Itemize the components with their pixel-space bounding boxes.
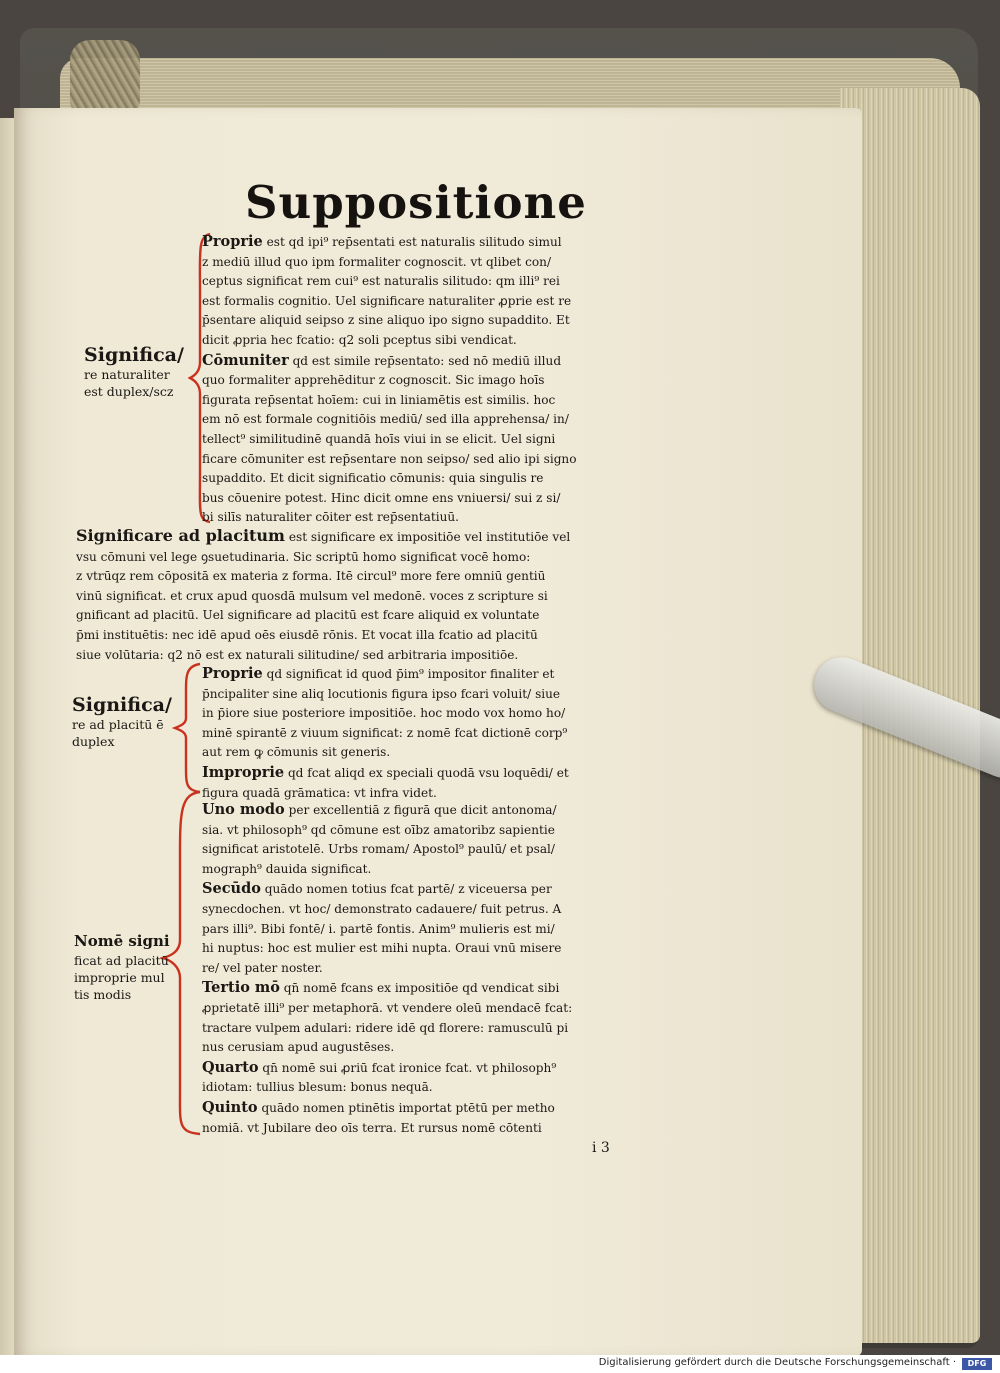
text-line: p̄mi instituētis: nec idē apud oēs eiusdē rōnis. Et vocat illa fcatio ad placitū — [76, 627, 538, 642]
text-line — [202, 978, 680, 999]
text-line — [202, 800, 680, 821]
paragraph-lead: Quarto — [202, 1058, 259, 1076]
text-line — [202, 879, 680, 900]
text-line — [202, 1058, 680, 1079]
text-line: pars illi⁹. Bibi fontē/ i. partē fontis. Anim⁹ mulieris est mi/ — [202, 921, 555, 936]
margin-note-2 — [72, 694, 184, 750]
paragraph-lead: Proprie — [202, 233, 263, 250]
paragraph-lead: Cōmuniter — [202, 351, 289, 369]
text-run: per excellentiā z figurā que dicit antonoma/ — [284, 803, 557, 817]
margin-note-3-line-3: improprie mul — [74, 970, 165, 985]
text-run: est significare ex impositiōe vel institutiōe vel — [284, 530, 571, 544]
text-line: hi nuptus: hoc est mulier est mihi nupta. Oraui vnū misere — [202, 941, 562, 956]
text-line: p̄ncipaliter sine aliq locutionis figura ipso fcari voluit/ siue — [202, 686, 561, 701]
text-line: synecdochen. vt hoc/ demonstrato cadauere/ fuit petrus. A — [202, 901, 562, 916]
margin-note-1 — [84, 344, 194, 400]
text-line: ficare cōmuniter est rep̄sentare non seipso/ sed alio ipi signo — [202, 451, 577, 466]
margin-note-1-line-3: est duplex/scz — [84, 384, 174, 399]
dfg-logo: DFG — [962, 1358, 992, 1370]
paragraph-proprie-2 — [202, 664, 680, 763]
text-line — [202, 664, 680, 685]
text-line: em nō est formale cognitiōis mediū/ sed illa apprehensa/ in/ — [202, 412, 569, 427]
margin-note-2-line-1: Significa/ — [72, 694, 172, 716]
paragraph-lead: Quinto — [202, 1098, 258, 1116]
paragraph-improprie — [202, 763, 680, 803]
text-line — [202, 351, 680, 372]
margin-note-3-line-2: ficat ad placitū — [74, 953, 169, 968]
text-line: quo formaliter apprehēditur z cognoscit. Sic imago hoīs — [202, 373, 545, 388]
text-run: qn̄ nomē fcans ex impositiōe qd vendicat sibi — [279, 981, 560, 996]
text-block-3 — [202, 664, 680, 803]
paragraph-proprie-1 — [202, 232, 680, 351]
text-line — [202, 232, 680, 253]
text-line: tellect⁹ similitudinē quandā hoīs viui in se elicit. Uel signi — [202, 431, 556, 446]
text-run: quādo nomen totius fcat partē/ z viceuersa per — [260, 882, 552, 897]
paragraph-lead: Tertio mō — [202, 979, 280, 997]
text-line: idiotam: tullius blesum: bonus nequā. — [202, 1080, 433, 1095]
paragraph-communiter — [202, 351, 680, 528]
paragraph-quarto — [202, 1058, 680, 1098]
paragraph-uno-modo — [202, 800, 680, 879]
text-line — [202, 1098, 680, 1119]
text-line: p̄sentare aliquid seipso z sine aliquo ipo signo supaddito. Et — [202, 313, 570, 328]
margin-note-1-line-1: Significa/ — [84, 344, 184, 366]
paragraph-lead: Secūdo — [202, 880, 261, 898]
margin-note-2-line-2: re ad placitū ē — [72, 717, 164, 732]
paragraph-lead: Improprie — [202, 763, 285, 781]
text-block-1 — [202, 232, 680, 528]
page-heading: Suppositione — [245, 176, 587, 229]
margin-note-3 — [74, 930, 182, 1003]
paragraph-lead: Proprie — [202, 665, 263, 682]
text-line: tractare vulpem adulari: ridere idē qd florere: ramusculū pi — [202, 1020, 569, 1035]
text-run: qd significat id quod p̄im⁹ impositor finaliter et — [262, 667, 555, 681]
text-line: sia. vt philosoph⁹ qd cōmune est oībz amatoribz sapientie — [202, 822, 555, 837]
text-line: ꝓprietatē illi⁹ per metaphorā. vt vendere oleū mendacē fcat: — [202, 1000, 573, 1015]
margin-note-1-line-2: re naturaliter — [84, 367, 170, 382]
text-line: est formalis cognitio. Uel significare naturaliter ꝓprie est re — [202, 293, 572, 308]
text-line: in p̄iore siue posteriore impositiōe. hoc modo vox homo ho/ — [202, 706, 566, 721]
text-line: siue volūtaria: q2 nō est ex naturali silitudine/ sed arbitraria impositiōe. — [76, 647, 519, 662]
text-run: est qd ipi⁹ rep̄sentati est naturalis silitudo simul — [262, 235, 562, 249]
text-run: quādo nomen ptinētis importat ptētū per metho — [257, 1100, 555, 1115]
text-block-2 — [76, 526, 680, 665]
text-run: qd fcat aliqd ex speciali quodā vsu loquēdi/ et — [284, 765, 569, 780]
text-line: vsu cōmuni vel lege ꝯsuetudinaria. Sic scriptū homo significat vocē homo: — [76, 549, 531, 564]
text-run: qd est simile rep̄sentato: sed nō mediū illud — [288, 353, 562, 368]
text-line: re/ vel pater noster. — [202, 960, 323, 975]
text-line: mograph⁹ dauida significat. — [202, 861, 372, 876]
text-line: bi silīs naturaliter cōiter est rep̄sentatiuū. — [202, 510, 460, 525]
text-line: bus cōuenire potest. Hinc dicit omne ens vniuersi/ sui z si/ — [202, 490, 561, 505]
text-line: figura quadā grāmatica: vt infra videt. — [202, 785, 437, 800]
paragraph-tertio — [202, 978, 680, 1057]
text-run: qn̄ nomē sui ꝓriū fcat ironice fcat. vt philosoph⁹ — [258, 1060, 557, 1075]
paragraph-lead: Significare ad placitum — [76, 526, 285, 545]
text-line: dicit ꝓpria hec fcatio: q2 soli pceptus sibi vendicat. — [202, 332, 517, 347]
text-line: ceptus significat rem cui⁹ est naturalis silitudo: qm illi⁹ rei — [202, 274, 560, 289]
margin-note-3-line-4: tis modis — [74, 987, 132, 1002]
margin-note-3-line-1: Nomē signi — [74, 932, 170, 950]
text-line: z mediū illud quo ipm formaliter cognoscit. vt qlibet con/ — [202, 254, 552, 269]
text-line: gnificant ad placitū. Uel significare ad placitū est fcare aliquid ex voluntate — [76, 608, 540, 623]
paragraph-lead: Uno modo — [202, 801, 285, 818]
text-line: aut rem ꝙ cōmunis sit generis. — [202, 745, 391, 760]
paragraph-ad-placitum — [76, 526, 680, 665]
text-line — [76, 526, 680, 548]
text-line: minē spirantē z viuum significat: z nomē fcat dictionē corp⁹ — [202, 725, 568, 740]
text-line: nus cerusiam apud augustēses. — [202, 1040, 395, 1055]
text-line: significat aristotelē. Urbs romam/ Apostol⁹ paulū/ et psal/ — [202, 842, 555, 857]
paragraph-quinto — [202, 1098, 680, 1138]
text-line: z vtrūqz rem cōpositā ex materia z forma. Itē circul⁹ more fere omniū gentiū — [76, 569, 546, 584]
margin-note-2-line-3: duplex — [72, 734, 115, 749]
text-line: nomiā. vt Jubilare deo oīs terra. Et rursus nomē cōtenti — [202, 1120, 542, 1135]
paragraph-secundo — [202, 879, 680, 978]
text-line: supaddito. Et dicit significatio cōmunis: quia singulis re — [202, 471, 544, 486]
funding-credit: Digitalisierung gefördert durch die Deutsche Forschungsgemeinschaft · — [598, 1357, 956, 1368]
text-line — [202, 763, 680, 784]
text-block-4 — [202, 800, 680, 1138]
text-line: figurata rep̄sentat hoīem: cui in liniamētis est similis. hoc — [202, 392, 556, 407]
text-line: vinū significat. et crux apud quosdā mulsum vel medonē. voces z scripture si — [76, 588, 548, 603]
signature-mark: i 3 — [592, 1140, 610, 1156]
